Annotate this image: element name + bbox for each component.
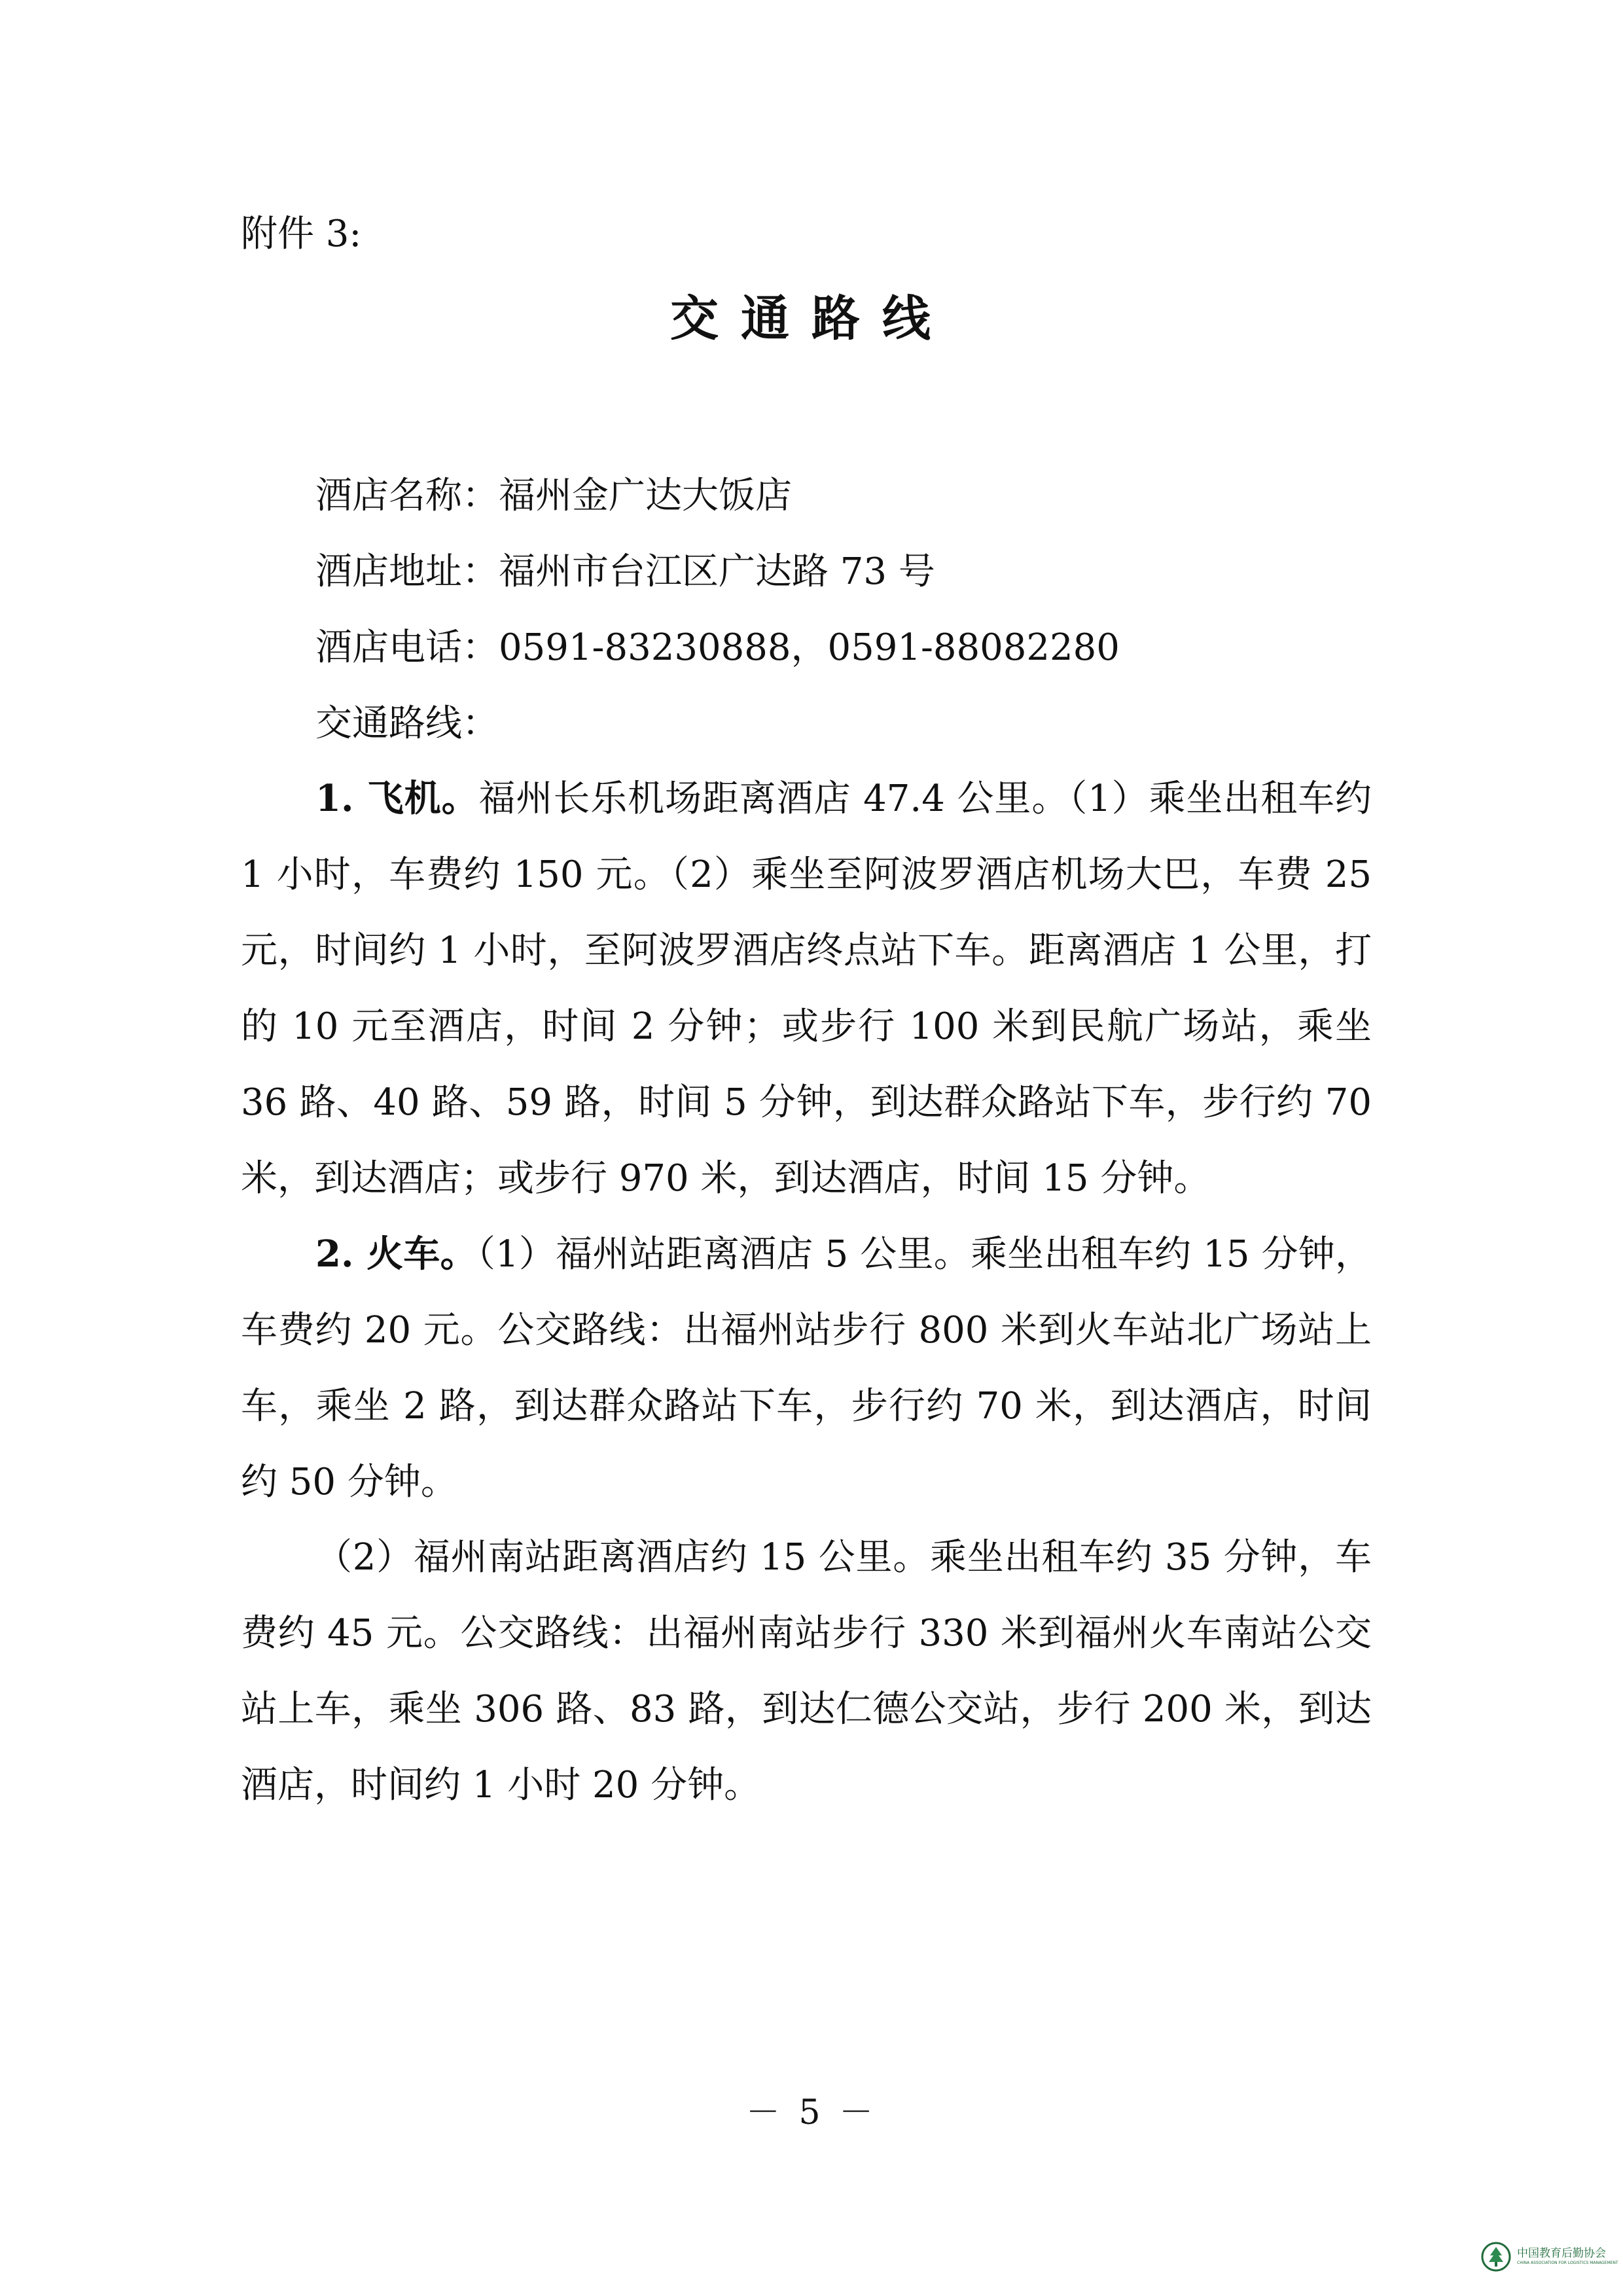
- train-heading: 2. 火车。: [315, 1232, 477, 1276]
- watermark-title: 中国教育后勤协会: [1517, 2247, 1606, 2260]
- train-paragraph: [241, 1216, 1372, 1520]
- watermark-subtitle: CHINA ASSOCIATION FOR LOGISTICS MANAGEMENT: [1517, 2261, 1618, 2265]
- hotel-address-line: 酒店地址：福州市台江区广达路 73 号: [315, 550, 935, 593]
- routes-heading: 交通路线：: [315, 702, 499, 745]
- association-watermark: [1480, 2238, 1618, 2275]
- hotel-name-line: 酒店名称：福州金广达大饭店: [315, 475, 792, 517]
- page-number: － 5 －: [745, 2093, 878, 2132]
- association-logo-icon: [1480, 2241, 1512, 2272]
- plane-heading: 1. 飞机。: [315, 777, 479, 820]
- train-text: （1）福州站距离酒店 5 公里。乘坐出租车约 15 分钟，车费约 20 元。公交路线：出福州站步行 800 米到火车站北广场站上车，乘坐 2 路，到达群众路站下车，步行约 70 米，到达酒店，时间约 50 分钟。: [241, 1233, 1372, 1503]
- plane-text: 福州长乐机场距离酒店 47.4 公里。（1）乘坐出租车约 1 小时，车费约 150 元。（2）乘坐至阿波罗酒店机场大巴，车费 25 元，时间约 1 小时，至阿波罗酒店终点站下车。距离酒店 1 公里，打的 10 元至酒店，时间 2 分钟；或步行 100 米到民航广场站，乘坐 36 路、40 路、59 路，时间 5 分钟，到达群众路站下车，步行约 70 米，到达酒店；或步行 970 米，到达酒店，时间 15 分钟。: [241, 778, 1372, 1200]
- attachment-label: 附件 3:: [241, 213, 362, 255]
- train-south-paragraph: [241, 1520, 1372, 1823]
- plane-paragraph: [241, 761, 1372, 1217]
- page-title: 交通路线: [670, 291, 953, 347]
- train-south-text: （2）福州南站距离酒店约 15 公里。乘坐出租车约 35 分钟，车费约 45 元。公交路线：出福州南站步行 330 米到福州火车南站公交站上车，乘坐 306 路、83 路，到达仁德公交站，步行 200 米，到达酒店，时间约 1 小时 20 分钟。: [241, 1536, 1372, 1806]
- hotel-phone-line: 酒店电话：0591-83230888，0591-88082280: [315, 626, 1120, 669]
